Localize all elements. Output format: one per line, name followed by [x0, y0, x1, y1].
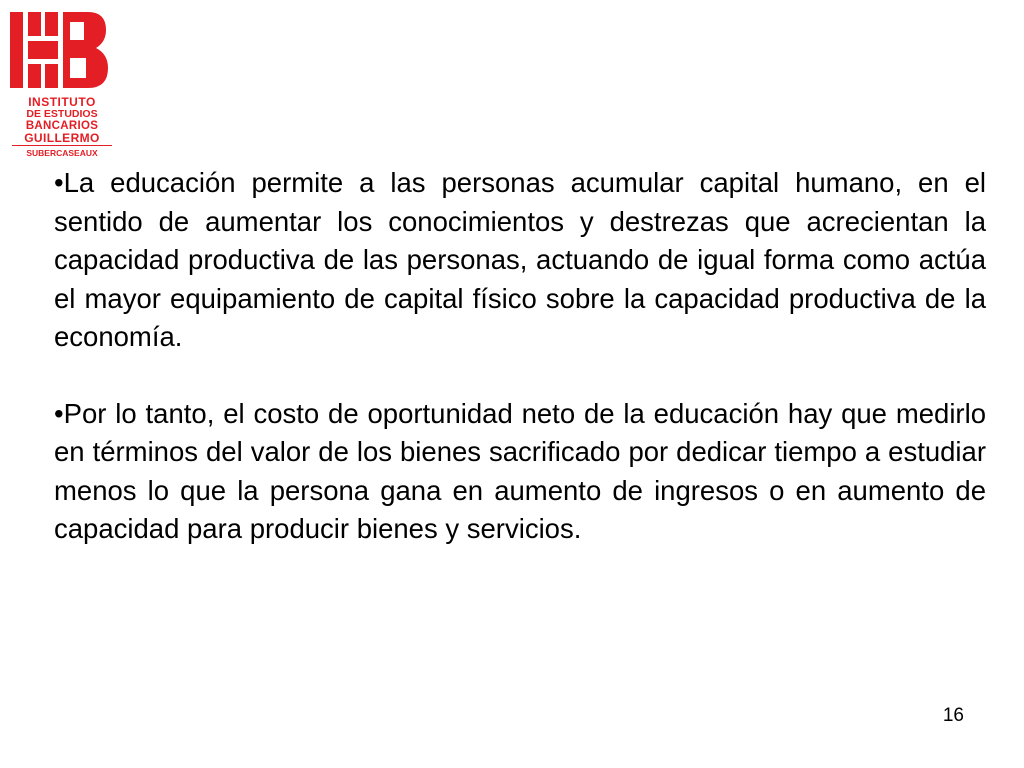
bullet-paragraph: •La educación permite a las personas acumular capital humano, en el sentido de aumentar los conocimientos y destrezas que acrecientan la capacidad productiva de las personas, actuando de igual forma como actúa el mayor equipamiento de capital físico sobre la capacidad productiva de la economía.: [54, 167, 986, 352]
bullet-paragraph: •Por lo tanto, el costo de oportunidad neto de la educación hay que medirlo en términos del valor de los bienes sacrificado por dedicar tiempo a estudiar menos lo que la persona gana en aumento de ingresos o en aumento de capacidad para producir bienes y servicios.: [54, 397, 986, 544]
logo-line: GUILLERMO: [24, 131, 100, 145]
logo-line: SUBERCASEAUX: [12, 145, 112, 159]
institute-logo: [10, 12, 114, 162]
ieb-logo-icon: [10, 12, 110, 92]
logo-line: INSTITUTO: [28, 95, 96, 109]
logo-wordmark: [12, 96, 112, 159]
page-number: 16: [942, 705, 964, 726]
slide-body: [54, 164, 986, 587]
logo-line: DE ESTUDIOS: [26, 108, 98, 120]
logo-line: BANCARIOS: [25, 120, 99, 132]
